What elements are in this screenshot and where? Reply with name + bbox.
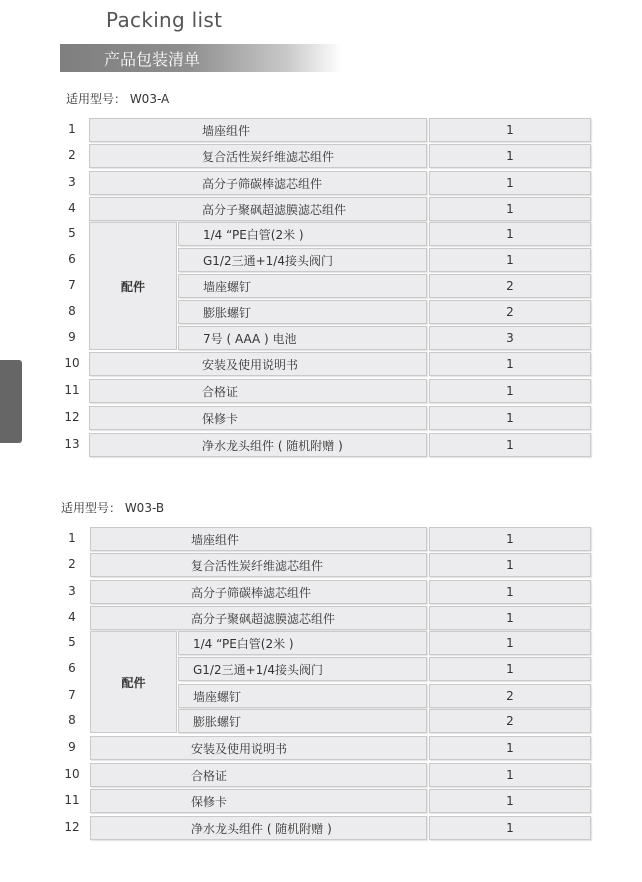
item-name: G1/2三通+1/4接头阀门 [203,253,333,268]
item-cell [90,553,427,577]
quantity-value: 3 [506,331,514,345]
side-tab [0,360,22,443]
quantity-cell [429,171,591,195]
item-name: 膨胀螺钉 [193,714,242,729]
quantity-value: 1 [506,227,514,241]
item-cell [89,379,427,403]
quantity-cell [429,222,591,246]
item-cell [178,657,427,681]
quantity-cell [429,789,591,813]
item-name: 1/4 “PE白管(2米 ) [193,636,294,651]
item-name: 膨胀螺钉 [203,305,252,320]
item-name: 高分子筛碳棒滤芯组件 [191,585,312,600]
item-cell [90,763,427,787]
row-number: 13 [64,437,80,451]
item-cell [178,631,427,655]
row-number: 11 [64,793,80,807]
quantity-value: 1 [506,636,514,650]
quantity-cell [429,300,591,324]
row-number: 6 [68,661,76,675]
quantity-cell [429,197,591,221]
quantity-value: 1 [506,202,514,216]
item-cell [90,816,427,840]
item-cell [89,118,427,142]
item-cell [89,197,427,221]
quantity-cell [429,606,591,630]
quantity-cell [429,736,591,760]
item-name: 净水龙头组件 ( 随机附赠 ) [191,821,332,836]
item-cell [89,406,427,430]
quantity-cell [429,709,591,733]
quantity-cell [429,144,591,168]
item-cell [90,606,427,630]
quantity-value: 1 [506,532,514,546]
quantity-cell [429,580,591,604]
quantity-value: 1 [506,662,514,676]
row-number: 5 [68,635,76,649]
row-number: 5 [68,226,76,240]
quantity-cell [429,274,591,298]
item-cell [178,274,427,298]
quantity-cell [429,118,591,142]
row-number: 9 [68,330,76,344]
quantity-cell [429,763,591,787]
quantity-value: 2 [506,305,514,319]
row-number: 4 [68,610,76,624]
item-name: 高分子聚砜超滤膜滤芯组件 [202,202,347,217]
quantity-value: 2 [506,279,514,293]
row-number: 10 [64,767,80,781]
row-number: 2 [68,557,76,571]
quantity-cell [429,527,591,551]
quantity-value: 2 [506,689,514,703]
quantity-value: 1 [506,123,514,137]
item-name: 安装及使用说明书 [202,357,299,372]
model-label: 适用型号： W03-A [66,92,170,106]
row-number: 11 [64,383,80,397]
item-name: 墙座组件 [202,123,251,138]
quantity-value: 1 [506,411,514,425]
item-cell [90,527,427,551]
row-number: 8 [68,304,76,318]
item-cell [178,222,427,246]
row-number: 4 [68,201,76,215]
item-name: G1/2三通+1/4接头阀门 [193,662,323,677]
quantity-cell [429,326,591,350]
quantity-value: 1 [506,821,514,835]
quantity-value: 1 [506,611,514,625]
quantity-cell [429,379,591,403]
quantity-cell [429,406,591,430]
quantity-cell [429,352,591,376]
item-name: 净水龙头组件 ( 随机附赠 ) [202,438,343,453]
quantity-cell [429,684,591,708]
row-number: 3 [68,175,76,189]
item-name: 复合活性炭纤维滤芯组件 [191,558,324,573]
item-name: 合格证 [191,768,228,783]
item-cell [89,144,427,168]
quantity-value: 1 [506,149,514,163]
item-cell [178,300,427,324]
item-cell [178,248,427,272]
row-number: 3 [68,584,76,598]
title-banner [60,44,342,72]
row-number: 10 [64,356,80,370]
item-cell [178,326,427,350]
row-number: 7 [68,278,76,292]
item-name: 1/4 “PE白管(2米 ) [203,227,304,242]
quantity-value: 2 [506,714,514,728]
item-name: 复合活性炭纤维滤芯组件 [202,149,335,164]
model-label: 适用型号： W03-B [61,501,165,515]
item-name: 保修卡 [202,411,239,426]
row-number: 1 [68,531,76,545]
page-title: Packing list [106,8,223,32]
item-cell [89,171,427,195]
item-cell [89,352,427,376]
row-number: 6 [68,252,76,266]
item-name: 墙座组件 [191,532,240,547]
quantity-cell [429,433,591,457]
banner-subtitle: 产品包装清单 [104,50,201,69]
quantity-value: 1 [506,384,514,398]
quantity-value: 1 [506,768,514,782]
item-name: 墙座螺钉 [203,279,252,294]
row-number: 9 [68,740,76,754]
item-cell [90,789,427,813]
quantity-value: 1 [506,438,514,452]
quantity-cell [429,553,591,577]
row-number: 12 [64,820,80,834]
quantity-value: 1 [506,176,514,190]
item-cell [178,684,427,708]
accessories-group-cell: 配件 [89,222,177,350]
quantity-value: 1 [506,558,514,572]
quantity-value: 1 [506,741,514,755]
quantity-value: 1 [506,585,514,599]
quantity-cell [429,631,591,655]
row-number: 8 [68,713,76,727]
row-number: 7 [68,688,76,702]
item-name: 安装及使用说明书 [191,741,288,756]
quantity-value: 1 [506,357,514,371]
item-name: 合格证 [202,384,239,399]
quantity-value: 1 [506,794,514,808]
item-cell [178,709,427,733]
item-name: 保修卡 [191,794,228,809]
row-number: 1 [68,122,76,136]
item-cell [90,580,427,604]
item-name: 高分子聚砜超滤膜滤芯组件 [191,611,336,626]
item-name: 墙座螺钉 [193,689,242,704]
accessories-group-cell: 配件 [90,631,177,733]
quantity-value: 1 [506,253,514,267]
quantity-cell [429,657,591,681]
item-name: 高分子筛碳棒滤芯组件 [202,176,323,191]
quantity-cell [429,248,591,272]
quantity-cell [429,816,591,840]
item-cell [89,433,427,457]
item-cell [90,736,427,760]
row-number: 12 [64,410,80,424]
item-name: 7号 ( AAA ) 电池 [203,331,297,346]
row-number: 2 [68,148,76,162]
